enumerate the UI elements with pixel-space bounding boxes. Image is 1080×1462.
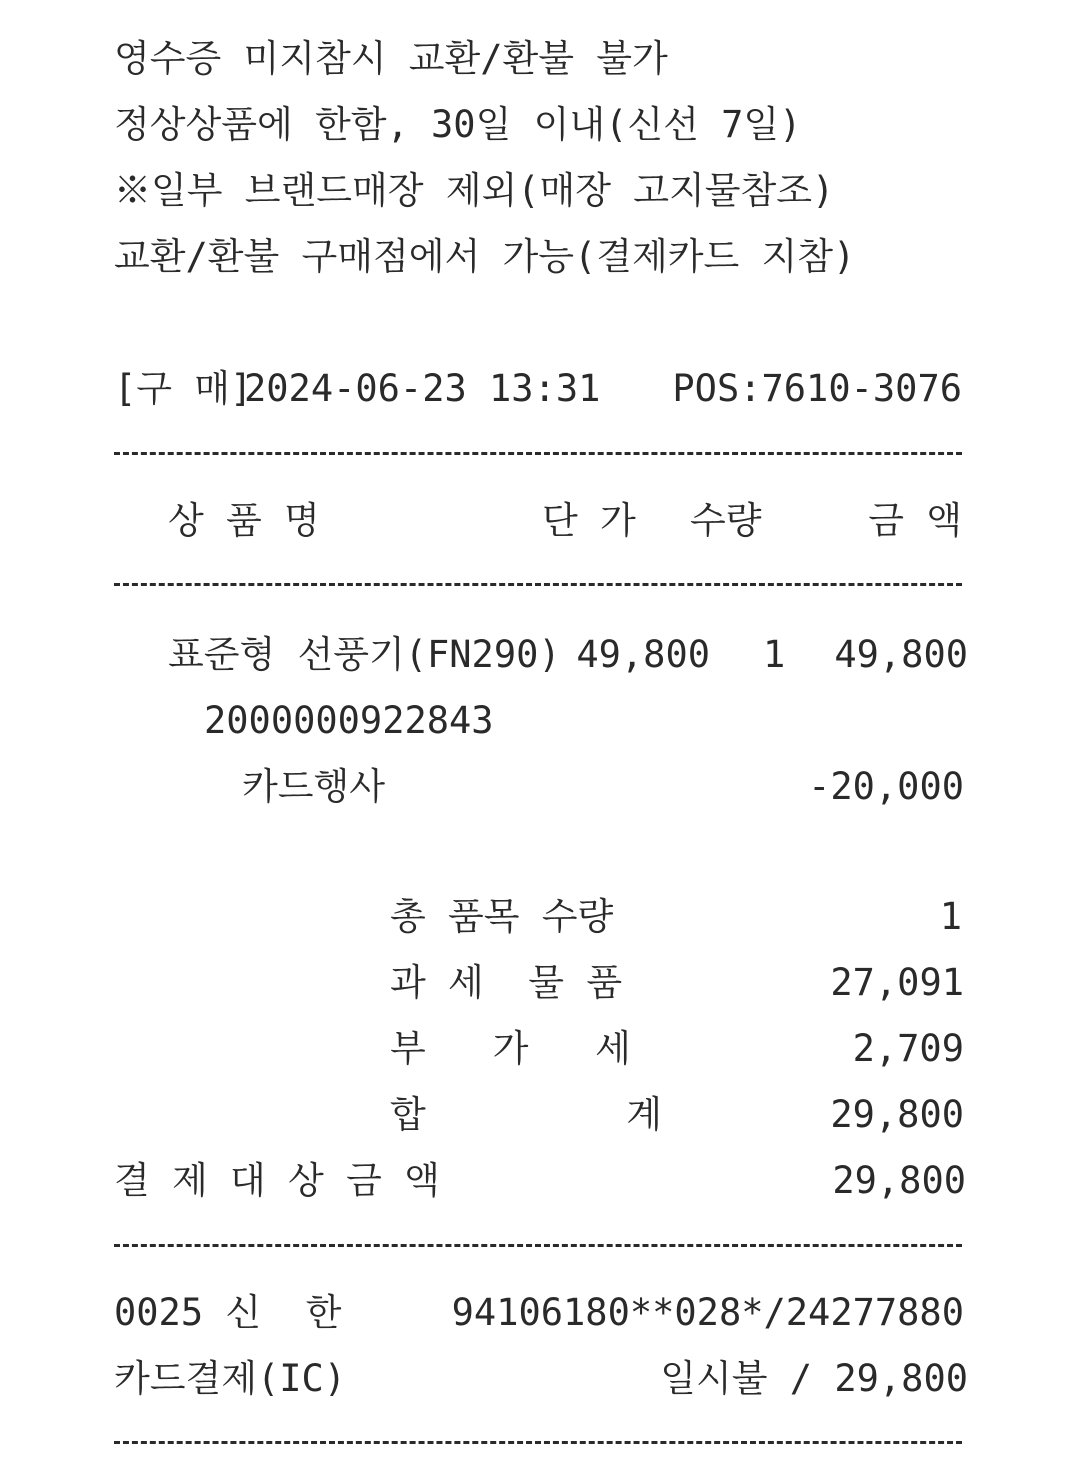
item-amount: 49,800: [834, 633, 968, 676]
sum-value: 29,800: [830, 1093, 964, 1136]
separator: [114, 1441, 962, 1444]
item-unit-price: 49,800: [576, 633, 710, 676]
separator: [114, 1244, 962, 1247]
transaction-type: [구 매]: [114, 367, 253, 410]
discount-label: 카드행사: [242, 765, 385, 808]
separator: [114, 452, 962, 455]
item-qty: 1: [763, 633, 786, 676]
transaction-datetime: 2024-06-23 13:31: [244, 367, 601, 410]
total-qty-label: 총 품목 수량: [390, 895, 614, 938]
taxable-label: 과 세 물 품: [390, 961, 623, 1004]
notice-line-1: 영수증 미지참시 교환/환불 불가: [114, 37, 668, 80]
column-header-qty: 수량: [690, 499, 762, 542]
column-header-amount: 금 액: [868, 499, 962, 542]
installment-amount: 일시불 / 29,800: [660, 1357, 968, 1400]
vat-value: 2,709: [852, 1027, 964, 1070]
sum-label: 합 계: [390, 1093, 662, 1136]
taxable-value: 27,091: [830, 961, 964, 1004]
payable-value: 29,800: [832, 1159, 966, 1202]
card-issuer: 0025 신 한: [114, 1291, 342, 1334]
notice-line-2: 정상상품에 한함, 30일 이내(신선 7일): [114, 103, 802, 146]
pos-number: POS:7610-3076: [672, 367, 962, 410]
notice-line-3: ※일부 브랜드매장 제외(매장 고지물참조): [114, 169, 835, 212]
total-qty-value: 1: [939, 895, 962, 938]
item-name: 표준형 선풍기(FN290): [168, 633, 561, 676]
vat-label: 부 가 세: [390, 1027, 631, 1070]
column-header-unit-price: 단 가: [542, 499, 636, 542]
column-header-name: 상 품 명: [168, 499, 320, 542]
payment-method: 카드결제(IC): [114, 1357, 347, 1400]
separator: [114, 583, 962, 586]
card-number: 94106180**028*/24277880: [451, 1291, 964, 1334]
payable-label: 결 제 대 상 금 액: [114, 1159, 440, 1202]
discount-amount: -20,000: [808, 765, 964, 808]
notice-line-4: 교환/환불 구매점에서 가능(결제카드 지참): [114, 235, 856, 278]
item-barcode: 2000000922843: [204, 699, 494, 742]
